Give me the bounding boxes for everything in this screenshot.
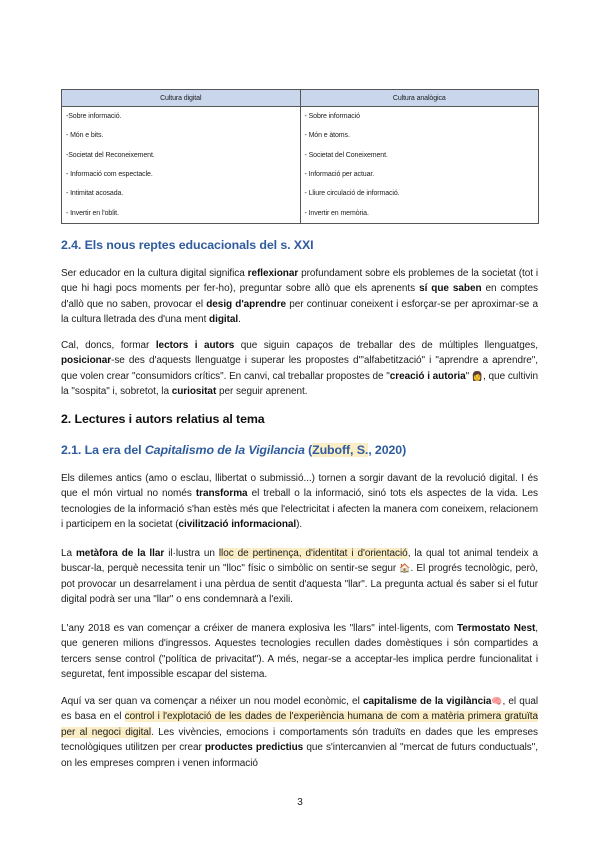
- section-2-4-heading: 2.4. Els nous reptes educacionals del s. XXI: [61, 238, 314, 252]
- citation-link[interactable]: Zuboff, S.: [312, 443, 369, 457]
- section-2-1-heading-wrap: [61, 443, 538, 457]
- page-number: 3: [297, 797, 303, 808]
- table-cell: - Món e bits.: [62, 126, 301, 145]
- section-2-heading-wrap: [61, 412, 538, 426]
- section-2-1-paragraph-4: [61, 694, 538, 771]
- table-cell: -Societat del Reconeixement.: [62, 146, 301, 165]
- paragraph: L'any 2018 es van començar a créixer de manera explosiva les "llars" intel·ligents, com Termostato Nest, que generen milions d'ingressos. Aquestes tecnologies recullen dades domèstiques i són compartides a tercers sense control ("política de privacitat"). A més, negar-se a acceptar-les implica perdre funcionalitat i seguretat, fent impossible escapar del sistema.: [61, 623, 538, 681]
- section-2-4-heading-wrap: [61, 238, 538, 252]
- table-row: [62, 184, 539, 203]
- section-2-1-heading: 2.1. La era del Capitalismo de la Vigilancia (Zuboff, S., 2020): [61, 443, 407, 457]
- section-2-1-paragraph-3: [61, 621, 538, 683]
- paragraph: Aquí va ser quan va començar a néixer un nou model econòmic, el capitalisme de la vigilància🧠, el qual es basa en el control i l'explotació de les dades de l'experiència humana de com a matèria primera gratuïta per al negoci digital. Les vivències, emocions i comportaments són traduïts en dades que les empreses tecnològiques utilitzen per crear productes predictius que s'intercanvien al "mercat de futurs conductuals", on les empreses compren i venen informació: [61, 696, 539, 769]
- paragraph: Cal, doncs, formar lectors i autors que siguin capaços de treballar des de múltiples llenguatges, posicionar-se des d'aquests llenguatge i superar les propostes d'"alfabetització" i "aprendre a aprendre", que volen crear "consumidors crítics". En canvi, cal treballar propostes de "creació i autoria" 👩, que cultivin la "sospita" i, sobretot, la curiositat per seguir aprenent.: [61, 340, 538, 398]
- table-cell: - Invertir en l'oblit.: [62, 203, 301, 223]
- paragraph: Ser educador en la cultura digital significa reflexionar profundament sobre els problemes de la societat (tot i que hi hagi pocs moments per fer-ho), preguntar sobre allò que els aprenents sí que saben en comptes d'allò que no saben, provocar el desig d'aprendre per continuar coneixent i esforçar-se per aproximar-se a la cultura lletrada des d'una ment digital.: [61, 268, 538, 326]
- comparison-table: [61, 89, 539, 224]
- section-2-4-paragraph-2: [61, 338, 538, 400]
- table-cell: - Món e àtoms.: [300, 126, 539, 145]
- brain-emoji-icon: 🧠: [491, 696, 503, 706]
- paragraph: La metàfora de la llar il·lustra un lloc de pertinença, d'identitat i d'orientació, la qual tot animal tendeix a buscar-la, perquè necessita tenir un "lloc" físic o simbòlic on sentir-se segur 🏠. El progrés tecnològic, però, pot provocar un desarrelament i una pèrdua de sentit d'aquesta "llar". La pregunta actual és saber si el futur digital podrà ser una "llar" o ens condemnarà a l'exili.: [61, 548, 538, 606]
- section-2-heading: 2. Lectures i autors relatius al tema: [61, 412, 265, 426]
- table-row: [62, 165, 539, 184]
- table-header-analog: Cultura analògica: [300, 90, 539, 107]
- table-row: [62, 107, 539, 127]
- section-2-1-paragraph-2: [61, 546, 538, 608]
- highlight: control i l'explotació de les dades de l'experiència humana de com a matèria primera gratuïta per al negoci digital: [61, 711, 538, 738]
- table-cell: - Intimitat acosada.: [62, 184, 301, 203]
- section-2-4-paragraph-1: [61, 266, 538, 328]
- table-cell: -Sobre informació.: [62, 107, 301, 127]
- section-2-1-paragraph-1: [61, 471, 538, 533]
- paragraph: Els dilemes antics (amo o esclau, llibertat o submissió...) tornen a sorgir davant de la revolució digital. I és que el món virtual no només transforma el treball o la informació, sinó tots els aspectes de la vida. Les tecnologies de la informació s'han estès més que l'electricitat i afecten la manera com coneixem, relacionem i participem en la societat (civilització informacional).: [61, 473, 538, 531]
- highlight: lloc de pertinença, d'identitat i d'orientació: [218, 548, 408, 559]
- table-header-digital: Cultura digital: [62, 90, 301, 107]
- table-cell: - Invertir en memòria.: [300, 203, 539, 223]
- table-cell: - Informació per actuar.: [300, 165, 539, 184]
- house-emoji-icon: 🏠: [399, 563, 411, 574]
- table-cell: - Lliure circulació de informació.: [300, 184, 539, 203]
- table-cell: - Societat del Coneixement.: [300, 146, 539, 165]
- table-row: [62, 146, 539, 165]
- table-row: [62, 203, 539, 223]
- table-cell: - Sobre informació: [300, 107, 539, 127]
- table-cell: - Informació com espectacle.: [62, 165, 301, 184]
- woman-emoji-icon: 👩: [471, 370, 484, 381]
- table-row: [62, 126, 539, 145]
